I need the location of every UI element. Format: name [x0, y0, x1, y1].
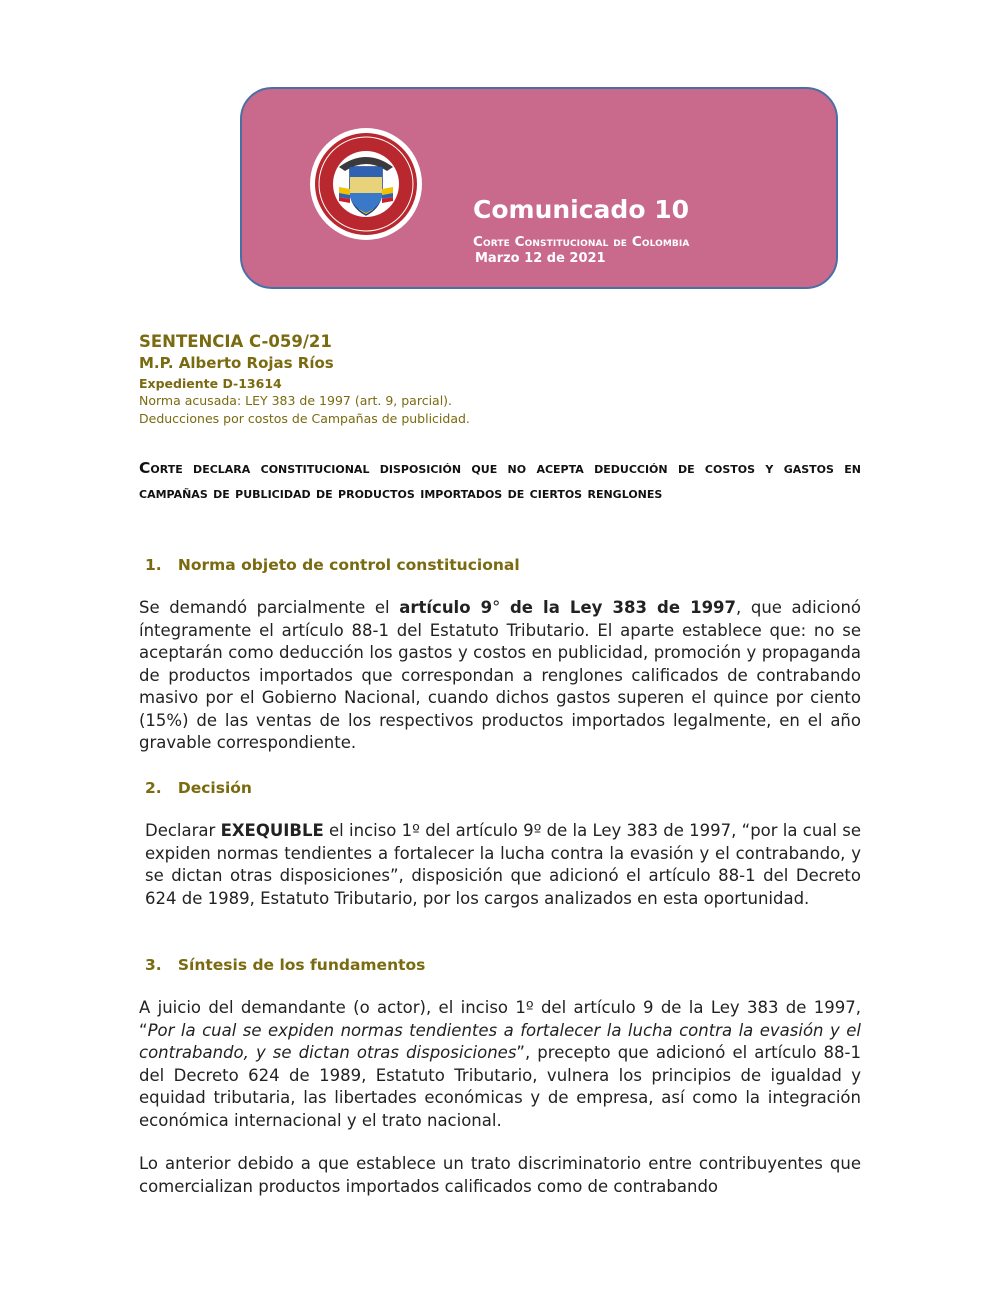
paragraph-norma: Se demandó parcialmente el artículo 9° de la Ley 383 de 1997, que adicionó íntegramente el artículo 88-1 del Estatuto Tributario. El aparte establece que: no se aceptarán como deducción los gastos y costos en publicidad, promoción y propaganda de productos importados que correspondan a renglones calificados de contrabando masivo por el Gobierno Nacional, cuando dichos gastos superen el quince por ciento (15%) de las ventas de los respectivos productos importados legalmente, en el año gravable correspondiente.	[139, 598, 862, 752]
paragraph-fundamentos: A juicio del demandante (o actor), el inciso 1º del artículo 9 de la Ley 383 de 1997, “Por la cual se expiden normas tendientes a fortalecer la lucha contra la evasión y el contrabando, y se dictan otras disposiciones”, precepto que adicionó el artículo 88-1 del Decreto 624 de 1989, Estatuto Tributario, vulnera los principios de igualdad y equidad tributaria, las libertades económicas y de empresa, así como la integración económica internacional y el trato nacional.	[139, 998, 861, 1130]
paragraph-decision: Declarar EXEQUIBLE el inciso 1º del artículo 9º de la Ley 383 de 1997, “por la cual se expiden normas tendientes a fortalecer la lucha contra la evasión y el contrabando, y se dictan otras disposiciones”, disposición que adicionó el artículo 88-1 del Decreto 624 de 1989, Estatuto Tributario, por los cargos analizados en esta oportunidad.	[145, 821, 861, 908]
court-name: Corte Constitucional de Colombia	[473, 234, 690, 250]
communique-banner	[240, 87, 838, 289]
section-heading-2: 2. Decisión	[145, 779, 252, 797]
court-seal-icon	[309, 127, 423, 241]
paragraph-discriminatorio: Lo anterior debido a que establece un trato discriminatorio entre contribuyentes que comercializan productos importados calificados como de contrabando	[139, 1154, 861, 1196]
norma-acusada: Norma acusada: LEY 383 de 1997 (art. 9, parcial).	[139, 393, 453, 408]
section-heading-1: 1. Norma objeto de control constitucional	[145, 556, 520, 574]
sentencia-title: SENTENCIA C-059/21	[139, 332, 332, 351]
headline: Corte declara constitucional disposición que no acepta deducción de costos y gastos en campañas de publicidad de productos importados de ciertos renglones	[139, 459, 861, 502]
communique-title: Comunicado 10	[473, 195, 689, 224]
sentencia-description: Deducciones por costos de Campañas de publicidad.	[139, 411, 470, 426]
magistrate-name: M.P. Alberto Rojas Ríos	[139, 354, 334, 372]
expediente-number: Expediente D-13614	[139, 376, 282, 391]
section-heading-3: 3. Síntesis de los fundamentos	[145, 956, 426, 974]
communique-date: Marzo 12 de 2021	[475, 251, 606, 266]
